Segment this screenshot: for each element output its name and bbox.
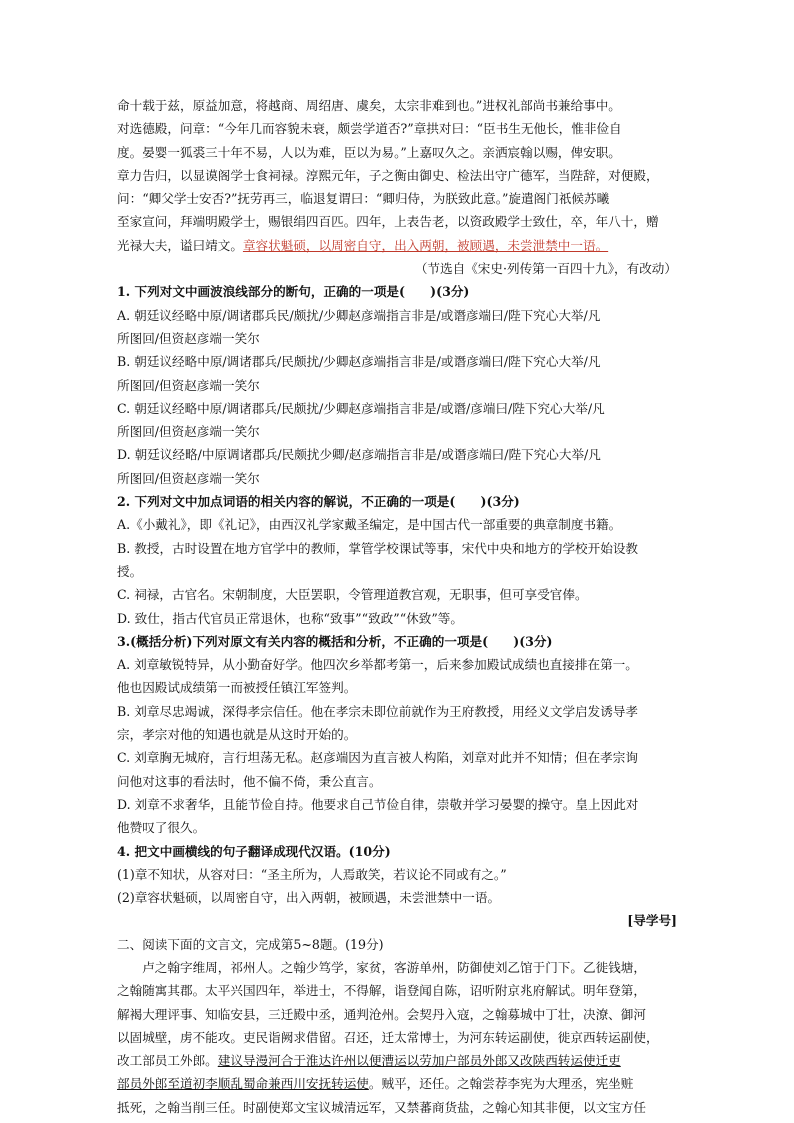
- wavy-underlined-text: 部员外郎至道初李顺乱蜀命兼西川安抚转运使: [117, 1076, 369, 1092]
- passage-line: 对选德殿，问章：“今年几而容貌未衰，颇尝学道否?”章拱对曰：“臣书生无他长，惟非俭自: [117, 121, 622, 137]
- q4-sentence-2: (2)章容状魁硕，以周密自守，出入两朝，被顾遇，未尝泄禁中一语。: [117, 890, 501, 906]
- q1-option-a-cont: 所图回/但资赵彦端一笑尔: [117, 330, 260, 346]
- q3-option-a: A. 刘章敏锐特异，从小勤奋好学。他四次乡举都考第一，后来参加殿试成绩也直接排在第一。: [117, 657, 638, 673]
- question-3-stem: 3.(概括分析)下列对原文有关内容的概括和分析，不正确的一项是( )(3分): [117, 633, 553, 649]
- passage2-text: 改工部员工外郎。: [117, 1053, 218, 1069]
- passage2-line: [117, 1072, 677, 1095]
- document-body: [117, 94, 677, 1119]
- passage2-line: 解褐大理评事、知临安县，三迁殿中丞，通判沧州。会契丹入寇，之翰募城中丁壮，决潦、御河: [117, 1006, 646, 1022]
- passage-line: 命十载于兹，原益加意，将越商、周绍唐、虞矣，太宗非难到也。”进权礼部尚书兼给事中。: [117, 98, 621, 113]
- passage-text: 光禄大夫，谥曰靖文。: [117, 237, 243, 253]
- q2-option-d: D. 致仕，指古代官员正常退休，也称“致事”“致政”“休致”等。: [117, 610, 463, 626]
- q2-option-c: C. 祠禄，古官名。宋朝制度，大臣罢职，令管理道教宫观，无职事，但可享受官俸。: [117, 587, 588, 603]
- passage-line: 至家宣问，拜端明殿学士，赐银绢四百匹。四年，上表告老，以资政殿学士致仕，卒，年八十，赠: [117, 214, 659, 230]
- q1-option-b: B. 朝廷议经略中原/调诸郡兵/民颇扰/少卿赵彦端指言非是/或谮彦端曰/陛下究心大举/凡: [117, 354, 601, 370]
- q3-option-a-cont: 他也因殿试成绩第一而被授任镇江军签判。: [117, 680, 357, 696]
- question-1-stem: 1. 下列对文中画波浪线部分的断句，正确的一项是( )(3分): [117, 284, 470, 300]
- q1-option-a: A. 朝廷议经略中原/调诸郡兵民/颇扰/少卿赵彦端指言非是/或谮彦端曰/陛下究心大举/凡: [117, 307, 601, 323]
- q3-option-d-cont: 他赞叹了很久。: [117, 820, 206, 836]
- q3-option-c: C. 刘章胸无城府，言行坦荡无私。赵彦端因为直言被人构陷，刘章对此并不知情；但在孝宗询: [117, 750, 638, 766]
- q4-sentence-1: (1)章不知状，从容对曰：“圣主所为，人焉敢笑，若议论不同或有之。”: [117, 866, 507, 882]
- passage2-line: [117, 1049, 677, 1072]
- section-2-heading: 二、阅读下面的文言文，完成第5~8题。(19分): [117, 936, 384, 952]
- q3-option-c-cont: 问他对这事的看法时，他不偏不倚，秉公直言。: [117, 773, 382, 789]
- passage2-line: 以固城壁，虏不能攻。吏民诣阙求借留。召还，迁太常博士，为河东转运副使，徙京西转运副使，: [117, 1029, 659, 1045]
- passage-line: 章力告归，以显谟阁学士食祠禄。淳熙元年，子之衡由御史、检法出守广德军，当陛辞，对便殿，: [117, 167, 659, 183]
- passage2-text: 。贼平，还任。之翰尝荐李宪为大理丞，宪坐赃: [368, 1076, 634, 1092]
- question-4-stem: 4. 把文中画横线的句子翻译成现代汉语。(10分): [117, 843, 391, 859]
- q2-option-b-cont: 授。: [117, 563, 143, 579]
- q3-option-b-cont: 宗，孝宗对他的知遇也就是从这时开始的。: [117, 727, 357, 743]
- q1-option-c-cont: 所图回/但资赵彦端一笑尔: [117, 424, 260, 440]
- passage2-line: 卢之翰字维周，祁州人。之翰少笃学，家贫，客游单州，防御使刘乙馆于门下。乙徙钱塘，: [142, 959, 646, 975]
- underlined-sentence: 章容状魁硕，以周密自守，出入两朝，被顾遇，未尝泄禁中一语。: [242, 237, 609, 253]
- passage-line: [117, 234, 677, 257]
- q2-option-a: A.《小戴礼》，即《礼记》，由西汉礼学家戴圣编定，是中国古代一部重要的典章制度书籍。: [117, 517, 622, 533]
- wavy-underlined-text: 建议导漫河合于淮达许州以便漕运以劳加户部员外郎又改陕西转运使迁吏: [217, 1053, 621, 1069]
- passage2-line: 之翰随寓其郡。太平兴国四年，举进士，不得解，诣登闻自陈，诏听附京兆府解试。明年登第，: [117, 983, 646, 999]
- guide-number: [导学号]: [627, 913, 677, 929]
- question-2-stem: 2. 下列对文中加点词语的相关内容的解说，不正确的一项是( )(3分): [117, 494, 520, 510]
- passage-line: 问：“卿父学士安否?”抚劳再三，临退复谓曰：“卿归侍，为朕致此意。”旋遣阁门祇候苏曦: [117, 191, 610, 207]
- source-citation: （节选自《宋史·列传第一百四十九》，有改动）: [414, 261, 677, 277]
- q2-option-b: B. 教授，古时设置在地方官学中的教师，掌管学校课试等事，宋代中央和地方的学校开始设教: [117, 540, 639, 556]
- passage-line: 度。晏婴一狐裘三十年不易，人以为难，臣以为易。”上嘉叹久之。亲洒宸翰以赐，俾安职。: [117, 144, 621, 160]
- q1-option-d-cont: 所图回/但资赵彦端一笑尔: [117, 470, 260, 486]
- passage2-line: 抵死，之翰当削三任。时副使郑文宝议城清远军，又禁蕃商货盐，之翰心知其非便，以文宝方任: [117, 1099, 646, 1115]
- q1-option-c: C. 朝廷议经略中原/调诸郡兵/民颇扰/少卿赵彦端指言非是/或谮/彦端曰/陛下究心大举/凡: [117, 400, 605, 416]
- q1-option-d: D. 朝廷议经略/中原调诸郡兵/民颇扰少卿/赵彦端指言非是/或谮彦端曰/陛下究心大举/凡: [117, 447, 601, 463]
- q1-option-b-cont: 所图回/但资赵彦端一笑尔: [117, 377, 260, 393]
- q3-option-d: D. 刘章不求奢华，且能节俭自持。他要求自己节俭自律，崇敬并学习晏婴的操守。皇上因此对: [117, 796, 639, 812]
- q3-option-b: B. 刘章尽忠竭诚，深得孝宗信任。他在孝宗未即位前就作为王府教授，用经义文学启发诱导孝: [117, 703, 639, 719]
